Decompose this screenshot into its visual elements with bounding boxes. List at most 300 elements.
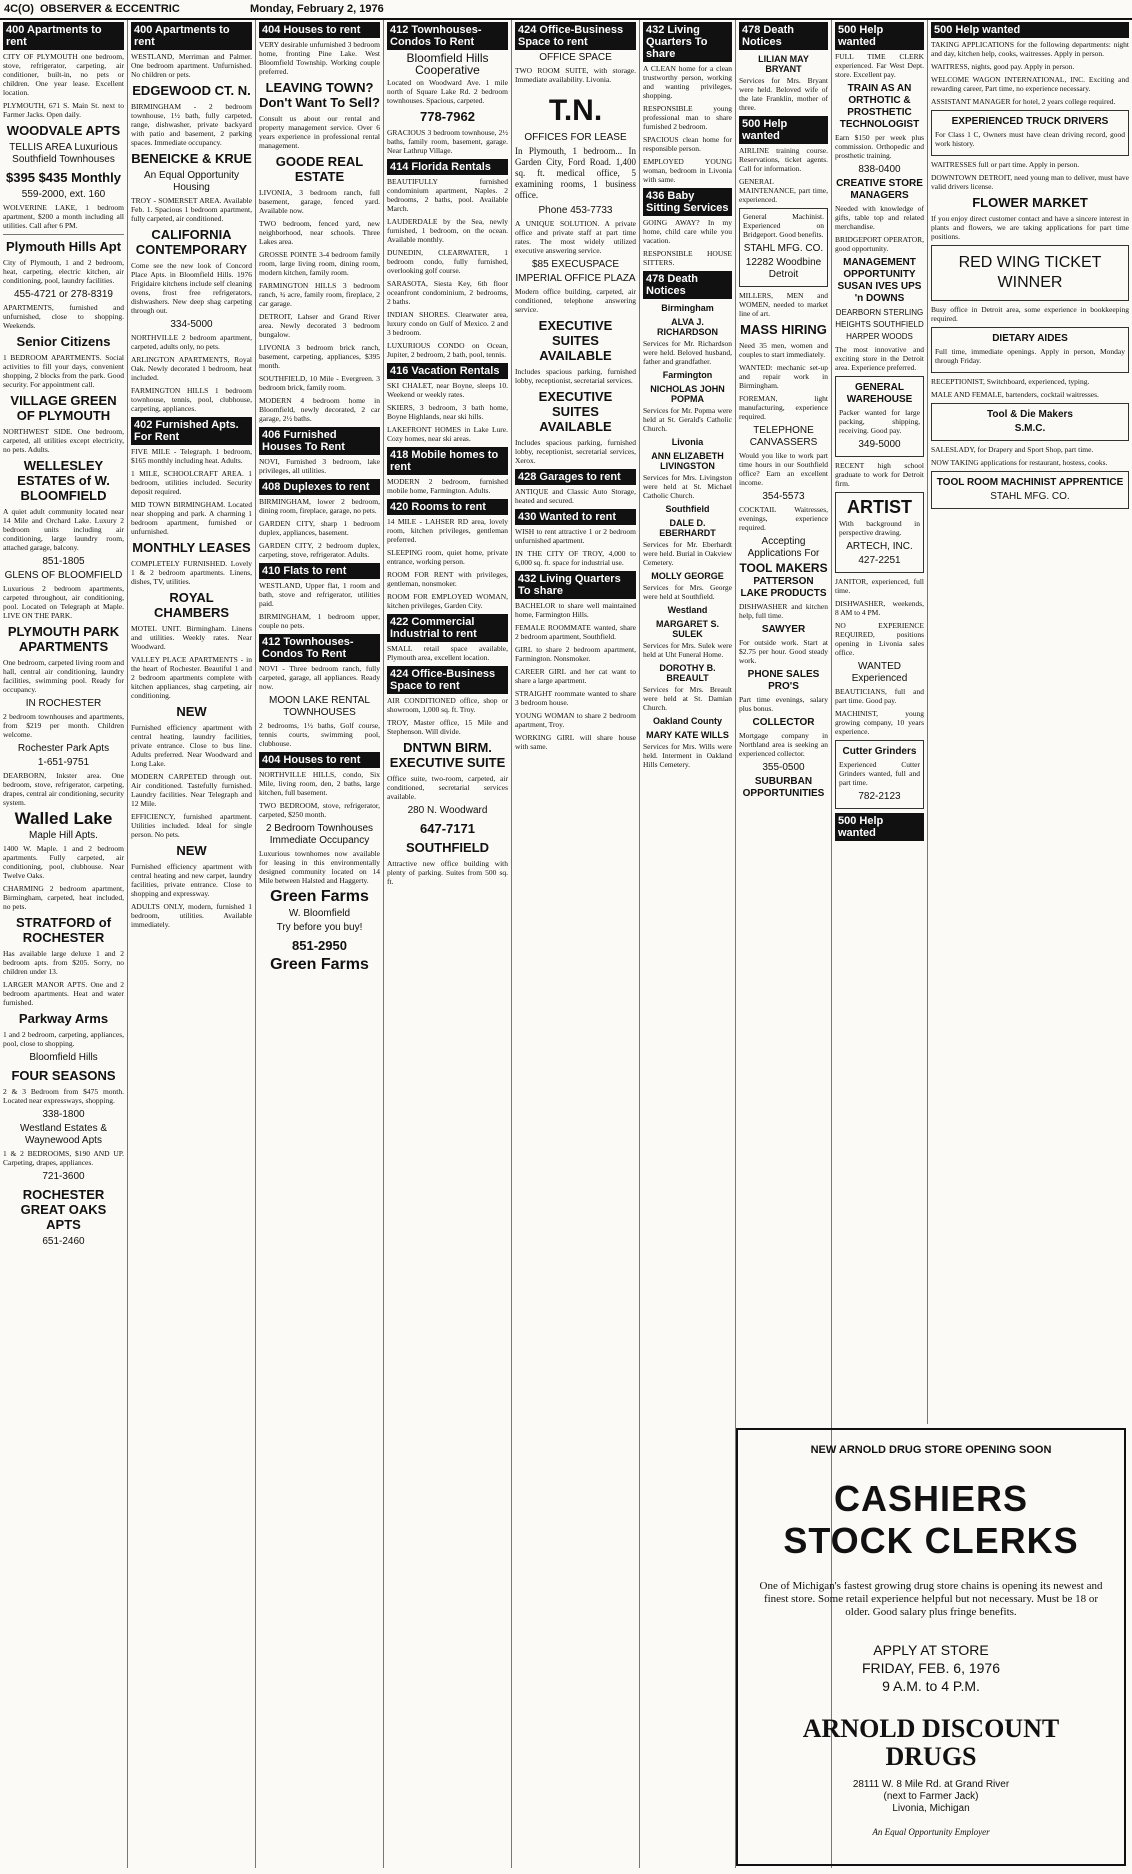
ad-headline: STRATFORD of ROCHESTER [15, 915, 112, 945]
classified-ad: MOTEL UNIT. Birmingham. Linens and utilities. Weekly rates. Near Woodward. [131, 624, 252, 651]
classified-ad: LUXURIOUS CONDO on Ocean, Jupiter, 2 bedroom, 2 bath, pool, tennis. [387, 341, 508, 359]
classified-ad: Need 35 men, women and couples to start immediately. [739, 341, 828, 359]
classified-ad: GIRL to share 2 bedroom apartment, Farmington. Nonsmoker. [515, 645, 636, 663]
ad-phone: 778-7962 [420, 109, 475, 124]
classified-ad: NO EXPERIENCE REQUIRED, positions opening in Livonia sales office. [835, 621, 924, 657]
classified-ad: FEMALE ROOMMATE wanted, share 2 bedroom apartment, Southfield. [515, 623, 636, 641]
ad-date: FRIDAY, FEB. 6, 1976 [862, 1660, 1000, 1676]
classified-ad: LIVONIA 3 bedroom brick ranch, basement, carpeting, appliances, $395 month. [259, 343, 380, 370]
section-header: 422 Commercial Industrial to rent [387, 614, 508, 642]
ad-headline: NEW [176, 704, 207, 719]
classified-ad: SMALL retail space available, Plymouth area, excellent location. [387, 644, 508, 662]
obituary-text: Services for Mrs. Livingston were held at St. Michael Catholic Church. [643, 473, 732, 500]
classified-ad: ASSISTANT MANAGER for hotel, 2 years college required. [931, 97, 1116, 106]
classified-ad: CAREER GIRL and her cat want to share a large apartment. [515, 667, 636, 685]
ad-phone: 355-0500 [762, 762, 805, 773]
classified-ad: Luxurious townhomes now available for leasing in this environmentally designed community located on 14 Mile between Halsted and Haggerty. [259, 849, 380, 885]
column-6 [640, 20, 736, 1868]
ad-headline: Green Farms [270, 888, 369, 905]
classified-ad: FIVE MILE - Telegraph. 1 bedroom, $165 monthly including heat. Adults. [131, 447, 252, 465]
ad-headline: 2 Bedroom Townhouses Immediate Occupancy [265, 823, 374, 846]
classified-ad: Earn $150 per week plus commission. Orthopedic and prosthetic training. [835, 133, 924, 160]
ad-headline-2: STOCK CLERKS [783, 1520, 1079, 1561]
classified-ad: WAITRESS, nights, good pay. Apply in person. [931, 62, 1075, 71]
classified-ad: SOUTHFIELD, 10 Mile - Evergreen. 3 bedroom brick, family room. [259, 374, 380, 392]
ad-headline: SUBURBAN OPPORTUNITIES [742, 776, 825, 799]
ad-box [931, 110, 1129, 156]
classified-ad: FARMINGTON HILLS 1 bedroom townhouse, tennis, pool, clubhouse, carpeting, appliances. [131, 386, 252, 413]
classified-ad: WORKING GIRL will share house with same. [515, 733, 636, 751]
classified-ad: TROY - SOMERSET AREA. Available Feb. 1. Spacious 1 bedroom apartment, fully carpeted, air conditioned. [131, 196, 252, 223]
classified-ad: MID TOWN BIRMINGHAM. Located near shopping and park. A charming 1 bedroom apartment, furnished or unfurnished. [131, 500, 252, 536]
column-3 [256, 20, 384, 1868]
obituary-region: Farmington [662, 370, 713, 380]
ad-phone: 334-5000 [170, 319, 213, 330]
classified-ad: RECENT high school graduate to work for Detroit firm. [835, 461, 924, 488]
ad-phone: 851-1805 [42, 556, 85, 567]
classified-ad: CHARMING 2 bedroom apartment, Birmingham, carpeted, heat included, no pets. [3, 884, 124, 911]
section-header: 412 Townhouses-Condos To Rent [259, 634, 380, 662]
classified-ad: Come see the new look of Concord Place Apts. in Bloomfield Hills. 1976 Frigidaire kitchens include self cleaning ovens, frost free refrigerators, dishwashers. New deep shag carpeting through out. [131, 261, 252, 315]
classified-ad: Has available large deluxe 1 and 2 bedroom apts. from $205. Sorry, no children under 13. [3, 949, 124, 976]
ad-headline: TOOL MAKERS [739, 561, 828, 575]
ad-headline: DIETARY AIDES [992, 333, 1068, 344]
page-header [0, 0, 1132, 20]
classified-ad: Part time evenings, salary plus bonus. [739, 695, 828, 713]
classified-ad: Experienced Cutter Grinders wanted, full and part time. [839, 760, 920, 787]
ad-phone: 721-3600 [42, 1171, 85, 1182]
classified-ad: The most innovative and exciting store in the Detroit area. Experience preferred. [835, 345, 924, 372]
ad-headline: GENERAL WAREHOUSE [846, 382, 913, 405]
section-header: 500 Help wanted [835, 813, 924, 841]
classified-ad: SKIERS, 3 bedroom, 3 bath home, Boyne Highlands, near ski hills. [387, 403, 508, 421]
paper-name: OBSERVER & ECCENTRIC [40, 3, 180, 15]
classified-ad: WISH to rent attractive 1 or 2 bedroom unfurnished apartment. [515, 527, 636, 545]
ad-phone: 427-2251 [858, 555, 901, 566]
ad-headline: CREATIVE STORE MANAGERS [836, 178, 923, 201]
classified-ad: WAITRESSES full or part time. Apply in person. [931, 160, 1080, 169]
ad-box [931, 245, 1129, 301]
ad-headline: Senior Citizens [16, 334, 111, 349]
classified-ad: YOUNG WOMAN to share 2 bedroom apartment, Troy. [515, 711, 636, 729]
ad-headline: GOODE REAL ESTATE [275, 154, 364, 184]
classified-ad: Office suite, two-room, carpeted, air conditioned, secretarial services available. [387, 774, 508, 801]
classified-ad: GARDEN CITY, 2 bedroom duplex, carpeting, stove, refrigerator. Adults. [259, 541, 380, 559]
classified-ad: Includes spacious parking, furnished lobby, receptionist, secretarial services. [515, 367, 636, 385]
ad-headline: COLLECTOR [752, 717, 815, 728]
ad-headline: Bloomfield Hills [29, 1052, 98, 1063]
ad-headline: Tool & Die Makers [987, 409, 1073, 420]
classified-ad: TWO BEDROOM, stove, refrigerator, carpeted, $250 month. [259, 801, 380, 819]
classified-ad: DISHWASHER, weekends, 8 AM to 4 PM. [835, 599, 924, 617]
column-1 [0, 20, 128, 1868]
section-header: 500 Help wanted [835, 22, 924, 50]
ad-headline: FOUR SEASONS [11, 1068, 116, 1083]
ad-headline: NEW [176, 843, 207, 858]
ad-headline: MANAGEMENT OPPORTUNITY SUSAN IVES UPS 'n DOWNS [837, 257, 922, 304]
classified-ad: VERY desirable unfurnished 3 bedroom home, fronting Pine Lake. West Bloomfield Township. Working couple preferred. [259, 40, 380, 76]
ad-phone: 651-2460 [42, 1236, 85, 1247]
classified-ad: IN THE CITY OF TROY, 4,000 to 6,000 sq. ft. space for industrial use. [515, 549, 636, 567]
classified-ad: 2 bedrooms, 1½ baths, Golf course, tennis courts, swimming pool, clubhouse. [259, 721, 380, 748]
classified-ad: DOWNTOWN DETROIT, need young man to deliver, must have valid drivers license. [931, 173, 1129, 191]
ad-headline: BENEICKE & KRUE [131, 151, 252, 166]
ad-headline: MASS HIRING [740, 322, 827, 337]
classified-ad: 1 BEDROOM APARTMENTS. Social activities to fill your days, convenient shopping, 2 blocks from the park. Good security. For appointment call. [3, 353, 124, 389]
section-header: 404 Houses to rent [259, 752, 380, 768]
ad-subline: Accepting Applications For [747, 536, 820, 559]
classified-ad: BIRMINGHAM, 1 bedroom upper, couple no pets. [259, 612, 380, 630]
classified-ad: BRIDGEPORT OPERATOR, good opportunity. [835, 235, 924, 253]
ad-subline: ARTECH, INC. [846, 541, 913, 552]
classified-ad: LAKEFRONT HOMES in Lake Lure. Cozy homes, near ski areas. [387, 425, 508, 443]
classified-ad: Furnished efficiency apartment with central heating, laundry facilities, private entrance. Close to bus line. Adults preferred. Near Woodward and Long Lake. [131, 723, 252, 768]
ad-headline: STAHL MFG. CO. [990, 491, 1070, 502]
ad-apply: APPLY AT STORE [873, 1642, 989, 1658]
ad-headline: WOODVALE APTS [6, 123, 121, 138]
ad-headline: WANTED Experienced [851, 661, 908, 684]
classified-ad: Attractive new office building with plenty of parking. Suites from 500 sq. ft. [387, 859, 508, 886]
ad-eoe: An Equal Opportunity Employer [872, 1827, 990, 1837]
column-8 [832, 20, 928, 1424]
section-header: 424 Office-Business Space to rent [387, 666, 508, 694]
ad-price: $395 $435 Monthly [6, 170, 121, 185]
classified-ad: NOVI, Furnished 3 bedroom, lake privileges, all utilities. [259, 457, 380, 475]
classified-ad: ROOM FOR EMPLOYED WOMAN, kitchen privileges, Garden City. [387, 592, 508, 610]
classified-ad: COCKTAIL Waitresses, evenings, experience required. [739, 505, 828, 532]
ad-headline: MONTHLY LEASES [132, 540, 251, 555]
classified-ad: WELCOME WAGON INTERNATIONAL, INC. Exciting and rewarding career, Part time, no experience necessary. [931, 75, 1129, 93]
ad-headline: LEAVING TOWN? Don't Want To Sell? [259, 80, 380, 110]
obituary-region: Westland [667, 605, 708, 615]
section-header: 412 Townhouses-Condos To Rent [387, 22, 508, 50]
classified-ad: FULL TIME CLERK experienced. Far West Dept. store. Excellent pay. [835, 52, 924, 79]
ad-headline: Rochester Park Apts [17, 743, 110, 754]
ad-address-note: (next to Farmer Jack) [883, 1791, 979, 1802]
ad-phone: 455-4721 or 278-8319 [14, 289, 113, 300]
classified-ad: 14 MILE - LAHSER RD area, lovely room, kitchen privileges, gentleman preferred. [387, 517, 508, 544]
ad-phone: 349-5000 [858, 439, 901, 450]
ad-headline: Westland Estates & Waynewood Apts [19, 1123, 108, 1146]
ad-subline: An Equal Opportunity Housing [143, 170, 240, 193]
ad-headline-1: CASHIERS [833, 1478, 1029, 1519]
classified-ad: ARLINGTON APARTMENTS, Royal Oak. Newly decorated 1 bedroom, heat included. [131, 355, 252, 382]
classified-ad: GROSSE POINTE 3-4 bedroom family room, large living room, dining room, modern kitchen, family room. [259, 250, 380, 277]
section-header: 420 Rooms to rent [387, 499, 508, 515]
classified-ad: BACHELOR to share well maintained home, Farmington Hills. [515, 601, 636, 619]
classified-ad: MODERN CARPETED through out. Air conditioned. Tastefully furnished. Laundry facilities. Near Telegraph and 12 Mile. [131, 772, 252, 808]
ad-address: 280 N. Woodward [407, 805, 488, 816]
classified-ad: JANITOR, experienced, full time. [835, 577, 924, 595]
ad-headline: VILLAGE GREEN OF PLYMOUTH [10, 393, 117, 423]
ad-headline: RED WING TICKET WINNER [958, 254, 1102, 291]
ad-headline: IMPERIAL OFFICE PLAZA [515, 273, 636, 284]
ad-headline: GLENS OF BLOOMFIELD [4, 570, 123, 581]
obituary-text: Services for Mrs. Breault were held at St. Damian Church. [643, 685, 732, 712]
classified-ad: APARTMENTS, furnished and unfurnished, close to shopping. Weekends. [3, 303, 124, 330]
section-header: 436 Baby Sitting Services [643, 188, 732, 216]
ad-address: 12282 Woodbine Detroit [745, 257, 822, 280]
classified-ad: WANTED: mechanic set-up and repair work in Birmingham. [739, 363, 828, 390]
column-9 [928, 20, 1132, 1424]
classified-ad: AIR CONDITIONED office, shop or showroom, 1,000 sq. ft. Troy. [387, 696, 508, 714]
classified-ad: Furnished efficiency apartment with central heating and new carpet, laundry facilities, private entrance. Close to shopping and expressway. [131, 862, 252, 898]
classified-ad: DEARBORN, Inkster area. One bedroom, stove, refrigerator, carpeting, drapes, central air conditioning, security system. [3, 771, 124, 807]
ad-headline: Green Farms [270, 956, 369, 973]
ad-kicker: NEW ARNOLD DRUG STORE OPENING SOON [810, 1444, 1052, 1456]
classified-ad: WOLVERINE LAKE, 1 bedroom apartment, $200 a month including all utilities. Call after 6 PM. [3, 203, 124, 230]
classified-ad: PLYMOUTH, 671 S. Main St. next to Farmer Jacks. Open daily. [3, 101, 124, 119]
classified-ad: Full time, immediate openings. Apply in person, Monday through Friday. [935, 347, 1125, 365]
ad-headline: CALIFORNIA CONTEMPORARY [135, 227, 248, 257]
classified-ad: EFFICIENCY, furnished apartment. Utilities included. Ideal for single person. No pets. [131, 812, 252, 839]
ad-headline: EDGEWOOD CT. N. [132, 83, 251, 98]
ad-headline: MOON LAKE RENTAL TOWNHOUSES [269, 695, 370, 718]
classified-ad: MODERN 2 bedroom, furnished mobile home, Farmington. Adults. [387, 477, 508, 495]
classified-ad: TAKING APPLICATIONS for the following departments: night and day, kitchen help, cooks, waitresses. Apply in person. [931, 40, 1129, 58]
ad-headline: ARTIST [847, 497, 912, 517]
classified-ad: NORTHWEST SIDE. One bedroom, carpeted, all utilities except electricity, no pets. Adults. [3, 427, 124, 454]
obituary-text: Services for Mrs. Wills were held. Interment in Oakland Hills Cemetery. [643, 742, 732, 769]
classified-ad: GOING AWAY? In my home, child care while you vacation. [643, 218, 732, 245]
classified-ad: LAUDERDALE by the Sea, newly furnished, 1 bedroom, on the ocean. Available monthly. [387, 217, 508, 244]
obituary-name: MARY KATE WILLS [646, 730, 729, 740]
classified-ad: WESTLAND, Upper flat, 1 room and bath, stove and refrigerator, utilities paid. [259, 581, 380, 608]
classified-ad: SKI CHALET, near Boyne, sleeps 10. Weekend or weekly rates. [387, 381, 508, 399]
ad-headline: IN ROCHESTER [25, 698, 102, 709]
classified-ad: In Plymouth, 1 bedroom... In Garden City, Ford Road. 1,400 sq. ft. medical office, 5 examining rooms, 1 business office. [515, 146, 636, 200]
obituary-text: Services for Mrs. George were held at Southfield. [643, 583, 732, 601]
ad-headline: SAWYER [761, 624, 806, 635]
issue-date: Monday, February 2, 1976 [250, 3, 384, 15]
classified-ad: LIVONIA, 3 bedroom ranch, full basement, garage, fenced yard. Available now. [259, 188, 380, 215]
section-header: 500 Help wanted [931, 22, 1129, 38]
classified-ad: Modern office building, carpeted, air conditioned, telephone answering service. [515, 287, 636, 314]
classified-ad: Includes spacious parking, furnished lobby, receptionist, secretarial services, Xerox. [515, 438, 636, 465]
classified-ad: FOREMAN, light manufacturing, experience required. [739, 394, 828, 421]
classified-ad: If you enjoy direct customer contact and have a sincere interest in plants and flowers, we are taking applications for part time positions. [931, 214, 1129, 241]
classified-ad: MODERN 4 bedroom home in Bloomfield, newly decorated, 2 car garage, 2½ baths. [259, 396, 380, 423]
classified-ad: For outside work. Start at $2.75 per hour. Good steady work. [739, 638, 828, 665]
classified-ad: DISHWASHER and kitchen help, full time. [739, 602, 828, 620]
classified-ad: A quiet adult community located near 14 Mile and Orchard Lake. Luxury 2 bedroom units including air conditioning, large laundry room, attached garage, balcony. [3, 507, 124, 552]
classified-ad: One bedroom, carpeted living room and hall, central air conditioning, laundry facilities, swimming pool. Ready for occupancy. [3, 658, 124, 694]
classified-ad: LARGER MANOR APTS. One and 2 bedroom apartments. Heat and water furnished. [3, 980, 124, 1007]
classified-ad: SLEEPING room, quiet home, private entrance, working person. [387, 548, 508, 566]
obituary-name: LILIAN MAY BRYANT [758, 54, 809, 74]
section-header: 404 Houses to rent [259, 22, 380, 38]
section-header: 478 Death Notices [643, 271, 732, 299]
obituary-name: DALE D. EBERHARDT [659, 518, 716, 538]
classified-ad: 1 & 2 BEDROOMS, $190 AND UP. Carpeting, drapes, appliances. [3, 1149, 124, 1167]
classified-ad: For Class 1 C, Owners must have clean driving record, good work history. [935, 130, 1125, 148]
column-5 [512, 20, 640, 1868]
classified-ad: Consult us about our rental and property management service. Over 6 years experience in professional rental management. [259, 114, 380, 150]
obituary-name: NICHOLAS JOHN POPMA [650, 384, 725, 404]
classified-ad: BEAUTIFULLY furnished condominium apartment, Naples. 2 bedrooms, 2 baths, pool. Available March. [387, 177, 508, 213]
ad-phone: Phone 453-7733 [538, 205, 613, 216]
classified-ad: RESPONSIBLE HOUSE SITTERS. [643, 249, 732, 267]
ad-headline: Walled Lake [14, 809, 113, 828]
ad-subline: Maple Hill Apts. [29, 830, 98, 841]
classified-ad: STRAIGHT roommate wanted to share 3 bedroom house. [515, 689, 636, 707]
classified-ad: NORTHVILLE HILLS, condo, Six Mile, living room, den, 2 baths, large kitchen, full basement. [259, 770, 380, 797]
section-header: 402 Furnished Apts. For Rent [131, 417, 252, 445]
classified-ad: 2 & 3 Bedroom from $475 month. Located near expressways, shopping. [3, 1087, 124, 1105]
column-4 [384, 20, 512, 1868]
section-header: 432 Living Quarters To share [515, 571, 636, 599]
classified-ad: 1 and 2 bedroom, carpeting, appliances, pool, close to shopping. [3, 1030, 124, 1048]
classified-ad: FARMINGTON HILLS 3 bedroom ranch, ¾ acre, family room, fireplace, 2 car garage. [259, 281, 380, 308]
classified-ad: Mortgage company in Northland area is seeking an experienced collector. [739, 731, 828, 758]
ad-city: Livonia, Michigan [892, 1803, 970, 1814]
classified-ad: GENERAL MAINTENANCE, part time, experienced. [739, 177, 828, 204]
classified-ad: BIRMINGHAM - 2 bedroom townhouse, 1½ bath, fully carpeted, range, dishwasher, private backyard with patio and basement, 2 parking spaces. Immediate occupancy. [131, 102, 252, 147]
obituary-text: Services for Mr. Eberhardt were held. Burial in Oakview Cemetery. [643, 540, 732, 567]
ad-headline: TRAIN AS AN ORTHOTIC & PROSTHETIC TECHNOLOGIST [839, 83, 920, 130]
ad-phone: 851-2950 [292, 938, 347, 953]
section-header: 408 Duplexes to rent [259, 479, 380, 495]
section-header: 414 Florida Rentals [387, 159, 508, 175]
ad-headline: PHONE SALES PRO'S [747, 669, 820, 692]
section-header: 406 Furnished Houses To Rent [259, 427, 380, 455]
classified-ad: Busy office in Detroit area, some experience in bookkeeping required. [931, 305, 1129, 323]
ad-headline: TELEPHONE CANVASSERS [749, 425, 818, 448]
ad-phone: 338-1800 [42, 1109, 85, 1120]
ad-headline: ROCHESTER GREAT OAKS APTS [20, 1187, 107, 1232]
ad-phone: 838-0400 [858, 164, 901, 175]
classified-ad: SALESLADY, for Drapery and Sport Shop, part time. [931, 445, 1094, 454]
ad-store-name-2: DRUGS [885, 1742, 977, 1771]
classified-ad: VALLEY PLACE APARTMENTS - in the heart of Rochester. Beautiful 1 and 2 bedroom apartments complete with kitchen appliances, shag carpeting, air conditioning. [131, 655, 252, 700]
classified-ad: RECEPTIONIST, Switchboard, experienced, typing. [931, 377, 1090, 386]
classified-ad: Packer wanted for large packing, shipping, receiving. Good pay. [839, 408, 920, 435]
section-header: 478 Death Notices [739, 22, 828, 50]
ad-box [835, 376, 924, 457]
section-header: 418 Mobile homes to rent [387, 447, 508, 475]
section-header: 428 Garages to rent [515, 469, 636, 485]
ad-headline: Plymouth Hills Apt [5, 239, 122, 254]
classified-ad: RESPONSIBLE young professional man to share furnished 2 bedroom. [643, 104, 732, 131]
obituary-region: Birmingham [661, 303, 714, 313]
ad-headline: ROYAL CHAMBERS [153, 590, 230, 620]
ad-headline: WELLESLEY ESTATES of W. BLOOMFIELD [17, 458, 110, 503]
ad-headline: PLYMOUTH PARK APARTMENTS [7, 624, 120, 654]
ad-headline: $85 EXECUSPACE [531, 259, 620, 270]
ad-headline: EXPERIENCED TRUCK DRIVERS [951, 116, 1109, 127]
classified-ad: MILLERS, MEN and WOMEN, needed to market line of art. [739, 291, 828, 318]
classified-ad: MACHINIST, young growing company, 10 years experience. [835, 709, 924, 736]
classified-ad: A UNIQUE SOLUTION. A private office and private staff at part time rates. The most widely utilized executive answering service. [515, 219, 636, 255]
ad-box [931, 471, 1129, 509]
classified-ad: Would you like to work part time hours in our Southfield office? Earn an excellent income. [739, 451, 828, 487]
classified-ad: ADULTS ONLY, modern, furnished 1 bedroom, utilities. Available immediately. [131, 902, 252, 929]
ad-phone: 354-5573 [762, 491, 805, 502]
ad-headline: Parkway Arms [18, 1011, 109, 1026]
obituary-text: Services for Mr. Popma were held at St. Gerald's Catholic Church. [643, 406, 732, 433]
classified-ad: SPACIOUS clean home for responsible person. [643, 135, 732, 153]
ad-box [835, 492, 924, 573]
ad-headline: OFFICE SPACE [539, 52, 612, 63]
classified-ad: NOVI - Three bedroom ranch, fully carpeted, garage, all appliances. Ready now. [259, 664, 380, 691]
classified-ad: WESTLAND, Merriman and Palmer. One bedroom apartment. Unfurnished. No children or pets. [131, 52, 252, 79]
classified-ad: ROOM FOR RENT with privileges, gentleman, nonsmoker. [387, 570, 508, 588]
ad-headline: TOOL ROOM MACHINIST APPRENTICE [936, 477, 1124, 488]
classified-ad: NOW TAKING applications for restaurant, hostess, cooks. [931, 458, 1108, 467]
section-header: 416 Vacation Rentals [387, 363, 508, 379]
classified-ad: COMPLETELY FURNISHED. Lovely 1 & 2 bedroom apartments. Linens, dishes, TV, utilities. [131, 559, 252, 586]
ad-headline: T.N. [548, 94, 603, 127]
classified-ad: NORTHVILLE 2 bedroom apartment, carpeted, adults only, no pets. [131, 333, 252, 351]
ad-box [931, 403, 1129, 441]
ad-subline: W. Bloomfield [288, 908, 351, 919]
ad-headline: STAHL MFG. CO. [743, 243, 824, 254]
ad-box [931, 327, 1129, 373]
ad-box [835, 740, 924, 809]
obituary-name: MOLLY GEORGE [651, 571, 724, 581]
obituary-region: Southfield [665, 504, 710, 514]
ad-subline: DEARBORN STERLING HEIGHTS SOUTHFIELD HARPER WOODS [835, 308, 924, 341]
obituary-name: DOROTHY B. BREAULT [659, 663, 716, 683]
section-header: 500 Help wanted [739, 116, 828, 144]
ad-headline: Bloomfield Hills Cooperative [406, 51, 489, 77]
classified-ad: TROY, Master office, 15 Mile and Stephenson. Will divide. [387, 718, 508, 736]
ad-phone: 782-2123 [858, 791, 901, 802]
classified-ad: GRACIOUS 3 bedroom townhouse, 2½ baths, family room, basement, garage. Near Lathrup Village. [387, 128, 508, 155]
classified-ad: AIRLINE training course. Reservations, ticket agents. Call for information. [739, 146, 828, 173]
classified-ad: BIRMINGHAM, lower 2 bedroom, dining room, fireplace, garage, no pets. [259, 497, 380, 515]
classified-ad: Luxurious 2 bedroom apartments, carpeted throughout, air conditioning, pool. Located on Telegraph at Maple. LIVE ON THE PARK. [3, 584, 124, 620]
ad-body: One of Michigan's fastest growing drug store chains is opening its newest and finest store. Some retail experience helpful but not necessary. Must be 18 or older. Good salary plus fringe benefits. [759, 1580, 1103, 1618]
section-header: 430 Wanted to rent [515, 509, 636, 525]
classified-ad: SARASOTA, Siesta Key, 6th floor oceanfront condominium, 2 bedrooms, 2 baths. [387, 279, 508, 306]
classified-ad: EMPLOYED YOUNG woman, bedroom in Livonia with same. [643, 157, 732, 184]
ad-subline: Try before you buy! [276, 922, 363, 933]
classified-ad: INDIAN SHORES. Clearwater area, luxury condo on Gulf of Mexico. 2 and 3 bedroom. [387, 310, 508, 337]
classified-ad: TWO ROOM SUITE, with storage. Immediate availability. Livonia. [515, 66, 636, 84]
classified-ad: General Machinist. Experienced on Bridgeport. Good benefits. [743, 212, 824, 239]
classified-ad: DETROIT, Lahser and Grand River area. Newly decorated 3 bedroom bungalow. [259, 312, 380, 339]
cashiers-display-ad [736, 1428, 1126, 1866]
page-number: 4C(O) [4, 3, 34, 15]
ad-phone: 1-651-9751 [37, 757, 90, 768]
obituary-region: Livonia [671, 437, 704, 447]
ad-headline: DNTWN BIRM. EXECUTIVE SUITE [389, 740, 506, 770]
ad-headline: EXECUTIVE SUITES AVAILABLE [538, 318, 613, 363]
ad-headline: EXECUTIVE SUITES AVAILABLE [538, 389, 613, 434]
ad-phone: 647-7171 [420, 821, 475, 836]
classified-ad: GARDEN CITY, sharp 1 bedroom duplex, appliances, basement. [259, 519, 380, 537]
classified-ad: TWO bedroom, fenced yard, new neighborhood, near schools. Three Lakes area. [259, 219, 380, 246]
classified-ad: Located on Woodward Ave. 1 mile north of Square Lake Rd. 2 bedroom townhouses. Spacious, carpeted. [387, 78, 508, 105]
ad-address: 28111 W. 8 Mile Rd. at Grand River [852, 1779, 1010, 1790]
ad-headline: PATTERSON LAKE PRODUCTS [740, 576, 827, 599]
ad-phone: 559-2000, ext. 160 [21, 189, 106, 200]
ad-subline: OFFICES FOR LEASE [524, 132, 627, 143]
section-header: 400 Apartments to rent [3, 22, 124, 50]
classified-ad: MALE AND FEMALE, bartenders, cocktail waitresses. [931, 390, 1099, 399]
ad-headline: S.M.C. [1014, 423, 1046, 434]
obituary-text: Services for Mrs. Sulek were held at Uht Funeral Home. [643, 641, 732, 659]
obituary-name: ANN ELIZABETH LIVINGSTON [651, 451, 724, 471]
classified-ad: City of Plymouth, 1 and 2 bedroom, heat, carpeting, electric kitchen, air conditioning, pool, laundry facilities. [3, 258, 124, 285]
classified-ad: Needed with knowledge of gifts, table top and related merchandise. [835, 204, 924, 231]
classified-ad: 1400 W. Maple. 1 and 2 bedroom apartments. Fully carpeted, air conditioning, pool, clubhouse. Near Twelve Oaks. [3, 844, 124, 880]
obituary-text: Services for Mr. Richardson were held. Beloved husband, father and grandfather. [643, 339, 732, 366]
ad-store-name: ARNOLD DISCOUNT [802, 1714, 1060, 1743]
section-header: 424 Office-Business Space to rent [515, 22, 636, 50]
ad-headline: Cutter Grinders [842, 746, 917, 757]
